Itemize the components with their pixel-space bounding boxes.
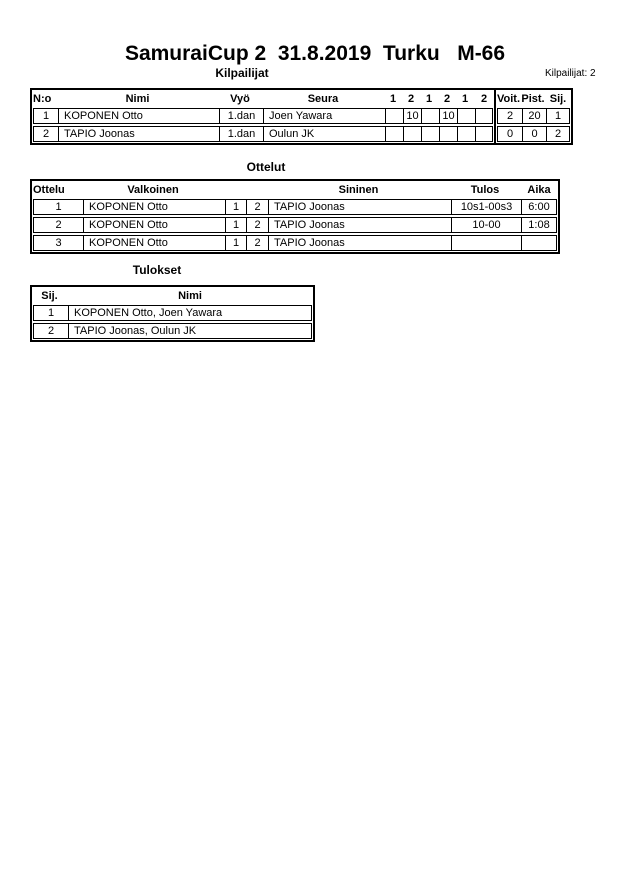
col-header-blue: Sininen	[338, 183, 379, 196]
col-header-time: Aika	[527, 183, 551, 196]
competitor-count: Kilpailijat: 2	[545, 68, 596, 79]
competitors-table-main-section	[32, 90, 494, 143]
match-time: 1:08	[528, 219, 550, 231]
match-result	[452, 236, 522, 250]
result-name: TAPIO Joonas, Oulun JK	[74, 325, 197, 337]
score-cell	[476, 127, 492, 141]
match-no: 1	[34, 200, 84, 214]
col-header-white: Valkoinen	[127, 183, 179, 196]
page-title: SamuraiCup 2 31.8.2019 Turku M-66	[124, 42, 506, 65]
result-place: 2	[34, 324, 69, 338]
blue-number: 2	[247, 218, 269, 232]
col-header-no: N:o	[33, 92, 52, 105]
matches-table-header	[32, 181, 558, 198]
points-cell: 0	[523, 127, 547, 141]
col-header-result: Tulos	[470, 183, 500, 196]
results-section-label: Tulokset	[132, 263, 182, 277]
blue-number: 2	[247, 200, 269, 214]
result-row	[33, 323, 312, 339]
blue-player: TAPIO Joonas	[269, 218, 452, 232]
place-cell: 2	[554, 128, 562, 140]
match-no: 3	[34, 236, 84, 250]
blue-player: TAPIO Joonas	[269, 236, 452, 250]
result-name: KOPONEN Otto, Joen Yawara	[74, 307, 223, 319]
match-no: 2	[34, 218, 84, 232]
competitor-row	[33, 108, 493, 124]
competitor-row	[33, 126, 493, 142]
score-cell: 10	[404, 109, 422, 123]
matches-table	[30, 179, 560, 254]
competitors-table	[30, 88, 573, 145]
col-header-place: Sij.	[549, 92, 567, 105]
totals-row	[497, 126, 570, 142]
col-header-round: 2	[443, 92, 451, 105]
col-header-match: Ottelu	[33, 183, 65, 196]
col-header-club: Seura	[307, 92, 339, 105]
match-result: 10s1-00s3	[452, 200, 522, 214]
white-player: KOPONEN Otto	[84, 218, 226, 232]
col-header-round: 1	[389, 92, 397, 105]
white-number: 1	[226, 236, 247, 250]
match-row	[33, 217, 557, 233]
score-cell	[440, 127, 458, 141]
match-result: 10-00	[452, 218, 522, 232]
white-player: KOPONEN Otto	[84, 200, 226, 214]
col-header-round: 2	[480, 92, 488, 105]
place-cell: 1	[554, 110, 562, 122]
match-time: 6:00	[528, 201, 550, 213]
col-header-belt: Vyö	[230, 92, 250, 105]
match-time	[522, 236, 556, 250]
col-header-round: 1	[425, 92, 433, 105]
col-header-name: Nimi	[178, 289, 202, 302]
wins-cell: 2	[498, 109, 523, 123]
score-cell	[422, 127, 440, 141]
competitor-no: 2	[34, 127, 59, 141]
competitors-table-totals-section	[494, 90, 571, 143]
results-table-header	[32, 287, 313, 304]
score-cell	[476, 109, 492, 123]
blue-number: 2	[247, 236, 269, 250]
score-cell	[422, 109, 440, 123]
totals-row	[497, 108, 570, 124]
score-cell	[386, 109, 404, 123]
result-place: 1	[34, 306, 69, 320]
white-number: 1	[226, 218, 247, 232]
col-header-round: 2	[407, 92, 415, 105]
match-row	[33, 235, 557, 251]
score-cell	[404, 127, 422, 141]
score-cell	[386, 127, 404, 141]
matches-section-label: Ottelut	[246, 160, 286, 174]
score-cell: 10	[440, 109, 458, 123]
competitor-belt: 1.dan	[220, 109, 264, 123]
col-header-wins: Voit.	[496, 92, 520, 105]
score-cell	[458, 109, 476, 123]
col-header-name: Nimi	[125, 92, 150, 105]
col-header-points: Pist.	[521, 92, 545, 105]
competitors-table-header	[32, 90, 494, 107]
competitor-name: KOPONEN Otto	[59, 109, 220, 123]
results-table	[30, 285, 315, 342]
col-header-place: Sij.	[41, 289, 58, 302]
competitor-club: Oulun JK	[264, 127, 386, 141]
result-row	[33, 305, 312, 321]
white-number: 1	[226, 200, 247, 214]
totals-header	[496, 90, 571, 107]
competitor-belt: 1.dan	[220, 127, 264, 141]
white-player: KOPONEN Otto	[84, 236, 226, 250]
points-cell: 20	[523, 109, 547, 123]
col-header-round: 1	[461, 92, 469, 105]
competitor-name: TAPIO Joonas	[59, 127, 220, 141]
match-row	[33, 199, 557, 215]
competitor-no: 1	[34, 109, 59, 123]
competitors-section-label: Kilpailijat	[215, 66, 269, 80]
wins-cell: 0	[498, 127, 523, 141]
blue-player: TAPIO Joonas	[269, 200, 452, 214]
score-cell	[458, 127, 476, 141]
competitor-club: Joen Yawara	[264, 109, 386, 123]
